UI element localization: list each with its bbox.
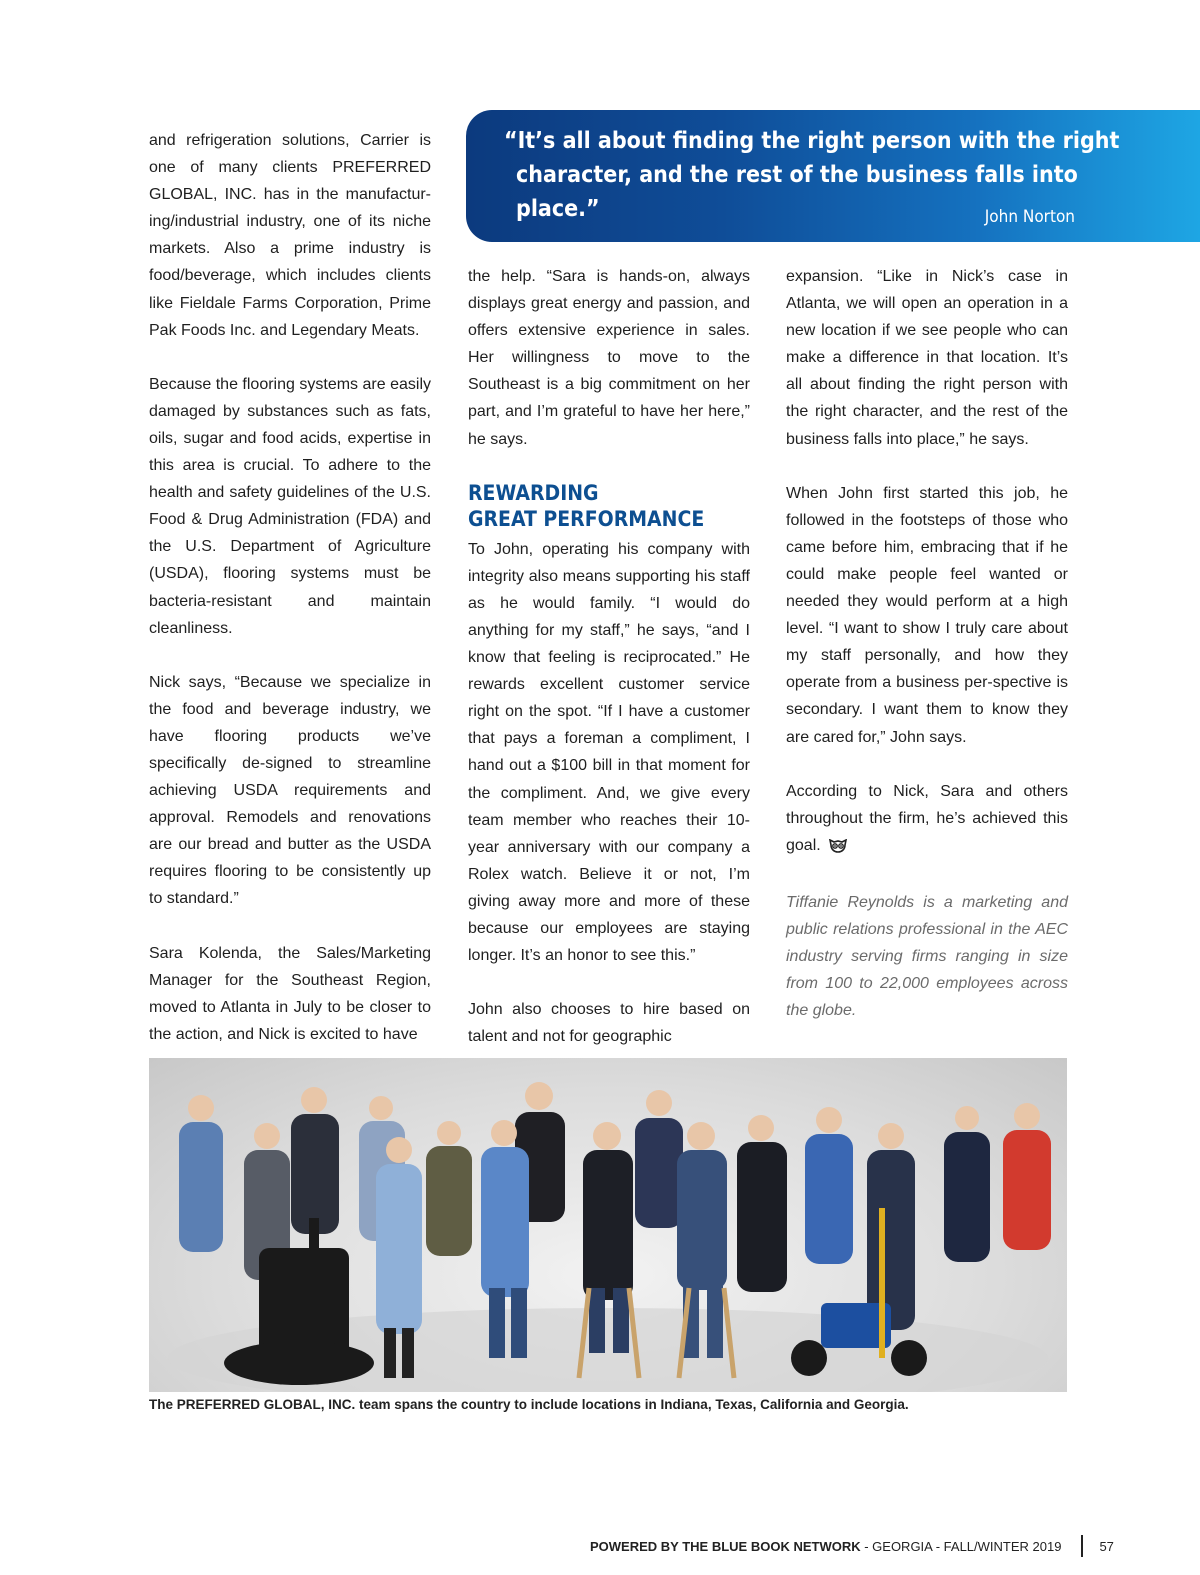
paragraph: Sara Kolenda, the Sales/Marketing Manager for the Southeast Region, moved to Atlanta in July to be closer to the action, and Nick is excited to have — [149, 944, 431, 1043]
team-photo-illustration — [149, 1058, 1067, 1392]
paragraph: John also chooses to hire based on talent and not for geographic — [468, 1001, 750, 1046]
pull-quote-attribution: John Norton — [984, 207, 1075, 227]
page-footer — [590, 1535, 1170, 1557]
paragraph: When John first started this job, he followed in the footsteps of those who came before him, embracing that if he could make people feel wanted or needed they would perform at a high level. “I want to show I truly care about my staff personally, and how they operate from a business per-spective is secondary. I want them to know they are cared for,” John says. — [786, 484, 1068, 746]
article-column-2 — [468, 263, 750, 1077]
owl-icon — [829, 835, 847, 862]
author-bio: Tiffanie Reynolds is a marketing and public relations professional in the AEC industry serving firms ranging in size from 100 to 22,000 employees across the globe. — [786, 893, 1068, 1020]
team-photo — [149, 1058, 1067, 1392]
footer-publication: POWERED BY THE BLUE BOOK NETWORK — [590, 1539, 861, 1554]
page-number: 57 — [1099, 1539, 1114, 1554]
pull-quote-line-2: character, and the rest of the business falls into place.” — [516, 162, 1078, 222]
footer-edition: - GEORGIA - FALL/WINTER 2019 — [860, 1539, 1062, 1554]
paragraph: Nick says, “Because we specialize in the food and beverage industry, we have flooring products we’ve specifically de-signed to streamline achieving USDA requirements and approval. Remodels and renovations are our bread and butter as the USDA requires flooring to be consistently up to standard.” — [149, 673, 431, 908]
article-column-1 — [149, 127, 431, 1075]
closing-sentence: According to Nick, Sara and others throughout the firm, he’s achieved this goal. — [786, 782, 1068, 854]
section-subhead — [468, 480, 750, 532]
paragraph: expansion. “Like in Nick’s case in Atlanta, we will open an operation in a new location if we see people who can make a difference in that location. It’s all about finding the right person with the right character, and the rest of the business falls into place,” he says. — [786, 268, 1068, 448]
paragraph — [786, 778, 1068, 862]
photo-caption: The PREFERRED GLOBAL, INC. team spans the country to include locations in Indiana, Texas, California and Georgia. — [149, 1397, 909, 1412]
pull-quote-banner — [466, 110, 1200, 242]
article-column-3 — [786, 263, 1068, 1051]
paragraph: and refrigeration solutions, Carrier is one of many clients PREFERRED GLOBAL, INC. has in the manufactur-ing/industrial industry, one of its niche markets. Also a prime industry is food/beverage, which includes clients like Fieldale Farms Corporation, Prime Pak Foods Inc. and Legendary Meats. — [149, 132, 431, 339]
footer-divider — [1081, 1535, 1083, 1557]
paragraph: To John, operating his company with integrity also means supporting his staff as he would family. “I would do anything for my staff,” he says, “and I know that feeling is reciprocated.” He rewards excellent customer service right on the spot. “If I have a customer that pays a foreman a compliment, I hand out a $100 bill in that moment for the compliment. And, we give every team member who reaches their 10-year anniversary with our company a Rolex watch. Believe it or not, I’m giving away more and more of these because our employees are staying longer. It’s an honor to see this.” — [468, 540, 750, 965]
paragraph: the help. “Sara is hands-on, always displays great energy and passion, and offers extensive experience in sales. Her willingness to move to the Southeast is a big commitment on her part, and I’m grateful to have her here,” he says. — [468, 268, 750, 448]
subhead-line-1: REWARDING — [468, 480, 599, 505]
pull-quote-line-1: “It’s all about finding the right person with the right — [504, 128, 1120, 154]
paragraph: Because the flooring systems are easily damaged by substances such as fats, oils, sugar and food acids, expertise in this area is crucial. To adhere to the health and safety guidelines of the U.S. Food & Drug Administration (FDA) and the U.S. Department of Agriculture (USDA), flooring systems must be bacteria-resistant and maintain cleanliness. — [149, 375, 431, 637]
subhead-line-2: GREAT PERFORMANCE — [468, 506, 705, 531]
